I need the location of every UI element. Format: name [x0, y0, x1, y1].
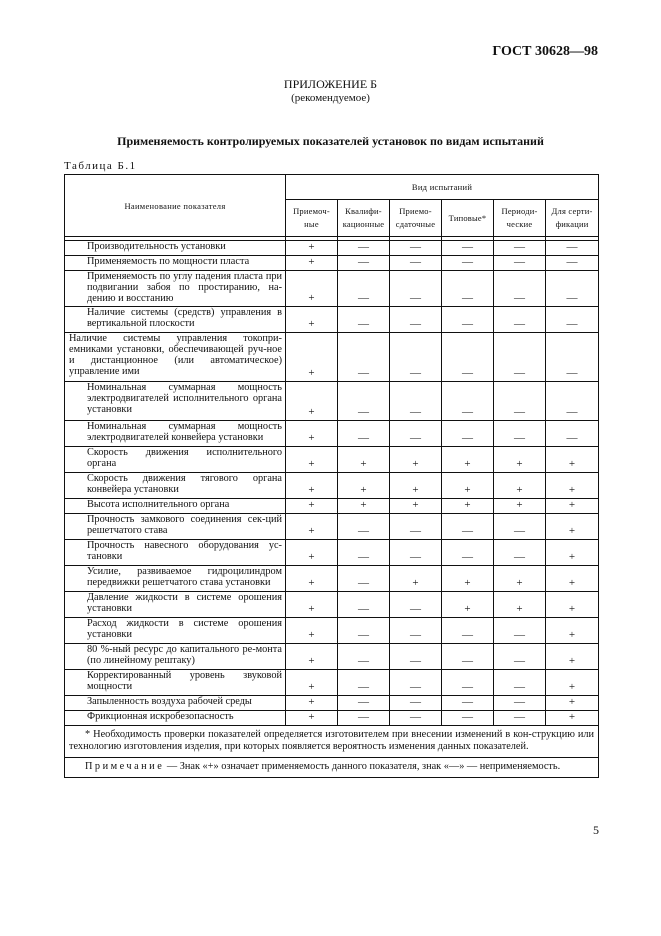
indicator-name: Прочность навесного оборудования ус-тановки: [65, 540, 286, 566]
applicability-mark: +: [546, 447, 599, 473]
applicability-mark: +: [338, 473, 390, 499]
applicability-mark: —: [494, 382, 546, 421]
applicability-mark: +: [286, 670, 338, 696]
applicability-mark: —: [494, 256, 546, 271]
applicability-mark: —: [546, 307, 599, 333]
applicability-mark: +: [286, 499, 338, 514]
applicability-mark: +: [286, 566, 338, 592]
section-heading: Применяемость контролируемых показателей установок по видам испытаний: [117, 134, 544, 148]
indicator-name: Номинальная суммарная мощность электродвигателей исполнительного органа установки: [65, 382, 286, 421]
column-header: Квалифи-кационные: [338, 200, 390, 237]
document-code: ГОСТ 30628—98: [492, 44, 598, 59]
applicability-mark: —: [494, 618, 546, 644]
applicability-mark: +: [286, 618, 338, 644]
indicator-name: Наличие системы управления токопри-емниками установки, обеспечивающей руч-ное и дистанционное (или автоматическое) управление ими: [65, 333, 286, 382]
applicability-mark: —: [442, 514, 494, 540]
table-row: [65, 307, 599, 333]
table-row: [65, 670, 599, 696]
applicability-mark: —: [338, 333, 390, 382]
applicability-mark: —: [442, 540, 494, 566]
applicability-mark: —: [546, 333, 599, 382]
applicability-mark: —: [494, 421, 546, 447]
table-row: [65, 514, 599, 540]
applicability-mark: +: [546, 473, 599, 499]
applicability-mark: —: [442, 271, 494, 307]
indicator-name: Применяемость по мощности пласта: [65, 256, 286, 271]
note: [65, 758, 599, 778]
applicability-mark: —: [390, 696, 442, 711]
indicator-name: Корректированный уровень звуковой мощности: [65, 670, 286, 696]
applicability-mark: +: [390, 499, 442, 514]
applicability-mark: —: [390, 592, 442, 618]
indicator-name: 80 %-ный ресурс до капитального ре-монта (по линейному рештаку): [65, 644, 286, 670]
table-row: [65, 447, 599, 473]
applicability-mark: +: [286, 382, 338, 421]
table-row: [65, 256, 599, 271]
footnote: * Необходимость проверки показателей определяется изготовителем при внесении изменений в кон-струкцию или технологию изготовления изделия, при которых появляется вероятность изменения данных показателей.: [65, 726, 599, 758]
applicability-mark: —: [390, 618, 442, 644]
table-caption: Таблица Б.1: [64, 160, 137, 172]
note-text: — Знак «+» означает применяемость данного показателя, знак «—» — неприменяемость.: [164, 761, 561, 772]
applicability-mark: —: [390, 271, 442, 307]
applicability-mark: —: [494, 241, 546, 256]
applicability-mark: —: [442, 241, 494, 256]
note-label: Примечание: [85, 761, 165, 772]
applicability-mark: +: [546, 514, 599, 540]
applicability-mark: +: [390, 566, 442, 592]
applicability-mark: —: [442, 644, 494, 670]
applicability-mark: —: [494, 644, 546, 670]
applicability-mark: —: [494, 333, 546, 382]
applicability-mark: —: [338, 382, 390, 421]
applicability-mark: +: [546, 644, 599, 670]
applicability-mark: —: [338, 271, 390, 307]
table-row: [65, 540, 599, 566]
applicability-mark: +: [442, 499, 494, 514]
applicability-mark: —: [338, 670, 390, 696]
table-row: [65, 696, 599, 711]
applicability-mark: —: [442, 618, 494, 644]
applicability-mark: —: [338, 241, 390, 256]
table-row: [65, 499, 599, 514]
indicator-name: Фрикционная искробезопасность: [65, 711, 286, 726]
indicator-name: Расход жидкости в системе орошения установки: [65, 618, 286, 644]
note-row: [65, 758, 599, 778]
applicability-mark: +: [442, 447, 494, 473]
applicability-mark: +: [286, 514, 338, 540]
indicator-name: Скорость движения исполнительного органа: [65, 447, 286, 473]
applicability-mark: —: [338, 566, 390, 592]
applicability-mark: +: [338, 447, 390, 473]
applicability-mark: —: [494, 696, 546, 711]
applicability-mark: +: [494, 447, 546, 473]
applicability-mark: +: [390, 447, 442, 473]
applicability-mark: +: [338, 499, 390, 514]
applicability-mark: —: [442, 421, 494, 447]
applicability-mark: —: [390, 670, 442, 696]
applicability-mark: —: [442, 256, 494, 271]
applicability-mark: +: [286, 540, 338, 566]
applicability-mark: —: [338, 592, 390, 618]
applicability-mark: —: [494, 540, 546, 566]
table-row: [65, 333, 599, 382]
applicability-mark: +: [286, 241, 338, 256]
applicability-mark: +: [286, 447, 338, 473]
applicability-mark: —: [390, 241, 442, 256]
applicability-mark: +: [494, 592, 546, 618]
applicability-mark: —: [546, 256, 599, 271]
applicability-table: [64, 174, 599, 778]
table-row: [65, 241, 599, 256]
applicability-mark: —: [494, 271, 546, 307]
applicability-mark: —: [442, 670, 494, 696]
table-row: [65, 382, 599, 421]
applicability-mark: +: [546, 670, 599, 696]
indicator-name: Запыленность воздуха рабочей среды: [65, 696, 286, 711]
applicability-mark: —: [338, 644, 390, 670]
column-header: Для серти-фикации: [546, 200, 599, 237]
applicability-mark: —: [546, 241, 599, 256]
applicability-mark: —: [494, 514, 546, 540]
applicability-mark: +: [546, 696, 599, 711]
table-row: [65, 473, 599, 499]
applicability-mark: +: [286, 644, 338, 670]
applicability-mark: —: [338, 514, 390, 540]
indicator-name: Высота исполнительного органа: [65, 499, 286, 514]
applicability-mark: —: [338, 696, 390, 711]
table-row: [65, 618, 599, 644]
applicability-mark: —: [338, 256, 390, 271]
applicability-mark: +: [286, 256, 338, 271]
applicability-mark: —: [494, 711, 546, 726]
table-row: [65, 644, 599, 670]
column-header: Периоди-ческие: [494, 200, 546, 237]
applicability-mark: —: [390, 540, 442, 566]
applicability-mark: —: [338, 540, 390, 566]
applicability-mark: —: [442, 307, 494, 333]
applicability-mark: —: [494, 307, 546, 333]
applicability-mark: —: [546, 271, 599, 307]
applicability-mark: —: [546, 421, 599, 447]
applicability-mark: —: [390, 711, 442, 726]
applicability-mark: +: [286, 271, 338, 307]
appendix-title: ПРИЛОЖЕНИЕ Б: [283, 77, 378, 91]
applicability-mark: +: [494, 473, 546, 499]
applicability-mark: +: [286, 333, 338, 382]
applicability-mark: —: [390, 514, 442, 540]
test-types-header: Вид испытаний: [286, 175, 599, 200]
table-body: [65, 237, 599, 778]
indicator-name: Номинальная суммарная мощность электродвигателей конвейера установки: [65, 421, 286, 447]
applicability-mark: +: [546, 540, 599, 566]
column-header: Приемоч-ные: [286, 200, 338, 237]
applicability-mark: —: [338, 618, 390, 644]
table-row: [65, 711, 599, 726]
applicability-mark: +: [546, 618, 599, 644]
column-header: Типовые*: [442, 200, 494, 237]
applicability-mark: +: [546, 711, 599, 726]
applicability-mark: +: [286, 696, 338, 711]
indicator-name: Применяемость по углу падения пласта при подвигании забоя по простиранию, на-дению и восстанию: [65, 271, 286, 307]
applicability-mark: —: [338, 307, 390, 333]
table-row: [65, 592, 599, 618]
table-row: [65, 271, 599, 307]
table-row: [65, 421, 599, 447]
applicability-mark: +: [442, 473, 494, 499]
footnote-row: [65, 726, 599, 758]
applicability-mark: +: [286, 592, 338, 618]
applicability-mark: +: [286, 421, 338, 447]
applicability-mark: +: [442, 566, 494, 592]
applicability-mark: +: [442, 592, 494, 618]
applicability-mark: —: [442, 333, 494, 382]
applicability-mark: —: [390, 307, 442, 333]
indicator-name: Наличие системы (средств) управления в вертикальной плоскости: [65, 307, 286, 333]
column-header: Приемо-сдаточные: [390, 200, 442, 237]
applicability-mark: —: [442, 711, 494, 726]
applicability-mark: —: [338, 711, 390, 726]
page-number: 5: [593, 823, 599, 837]
applicability-mark: +: [286, 307, 338, 333]
applicability-mark: —: [338, 421, 390, 447]
applicability-mark: +: [286, 711, 338, 726]
applicability-mark: +: [546, 592, 599, 618]
applicability-mark: —: [390, 382, 442, 421]
applicability-mark: —: [546, 382, 599, 421]
applicability-mark: —: [442, 382, 494, 421]
applicability-mark: —: [390, 421, 442, 447]
applicability-mark: +: [546, 566, 599, 592]
table-row: [65, 566, 599, 592]
applicability-mark: —: [390, 644, 442, 670]
appendix-subtitle: (рекомендуемое): [291, 92, 370, 104]
applicability-mark: —: [390, 256, 442, 271]
indicator-name: Скорость движения тягового органа конвейера установки: [65, 473, 286, 499]
applicability-mark: +: [286, 473, 338, 499]
applicability-mark: —: [494, 670, 546, 696]
indicator-name: Производительность установки: [65, 241, 286, 256]
indicator-name: Давление жидкости в системе орошения установки: [65, 592, 286, 618]
applicability-mark: +: [494, 566, 546, 592]
indicator-name: Усилие, развиваемое гидроцилиндром передвижки решетчатого става установки: [65, 566, 286, 592]
applicability-mark: +: [390, 473, 442, 499]
applicability-mark: +: [494, 499, 546, 514]
applicability-mark: +: [546, 499, 599, 514]
applicability-mark: —: [390, 333, 442, 382]
indicator-name: Прочность замкового соединения сек-ций решетчатого става: [65, 514, 286, 540]
applicability-mark: —: [442, 696, 494, 711]
name-column-header: Наименование показателя: [65, 175, 286, 237]
